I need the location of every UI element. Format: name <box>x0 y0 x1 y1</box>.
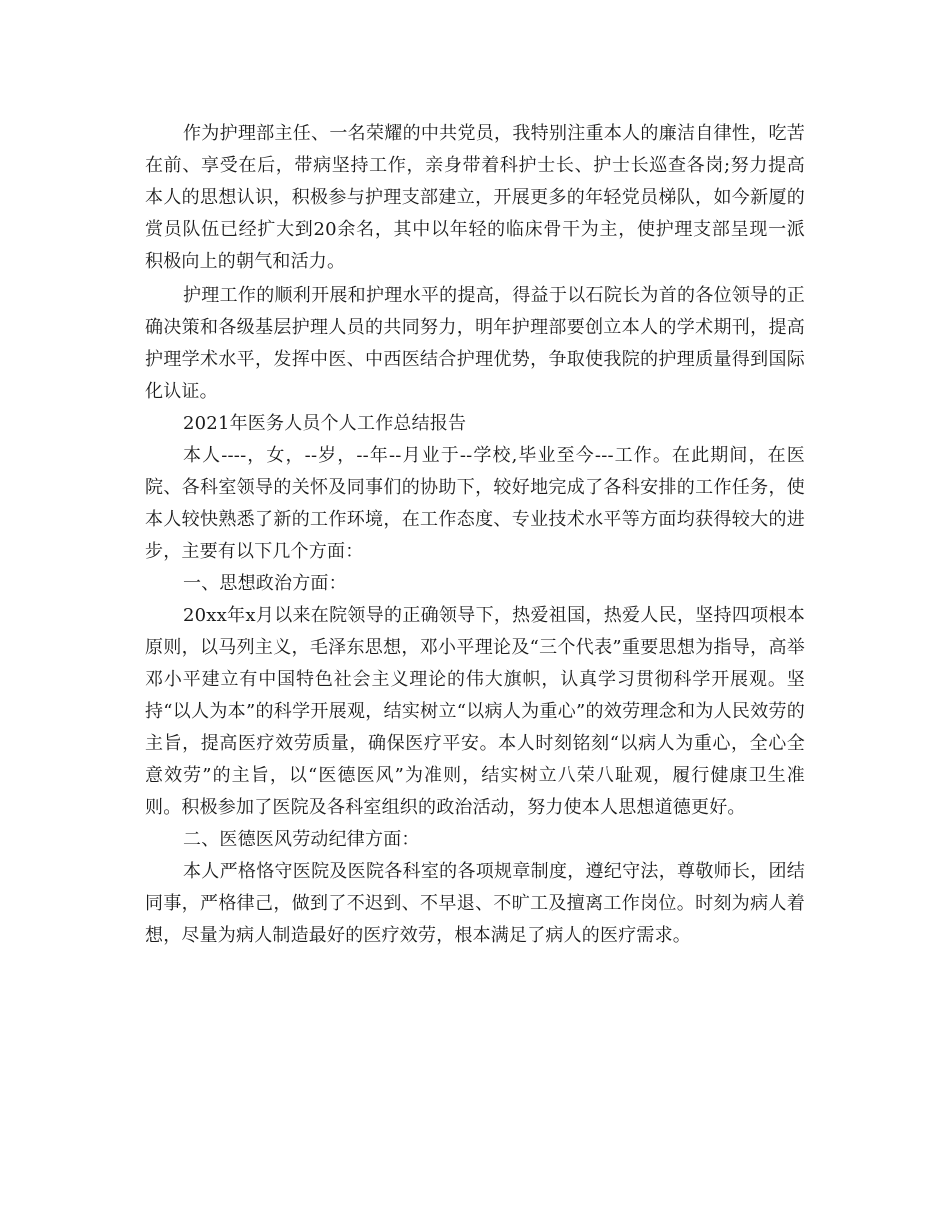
section-heading-politics: 一、思想政治方面： <box>183 573 347 594</box>
paragraph-ethics: 本人严格恪守医院及医院各科室的各项规章制度，遵纪守法，尊敬师长，团结同事，严格律己，做到了不迟到、不早退、不旷工及擅离工作岗位。时刻为病人着想，尽量为病人制造最好的医疗效劳，根本满足了病人的医疗需求。 <box>145 861 805 946</box>
document-body <box>145 118 805 952</box>
paragraph-self-intro: 本人----，女，--岁，--年--月业于--学校,毕业至今---工作。在此期间，在医院、各科室领导的关怀及同事们的协助下，较好地完成了各科安排的工作任务，使本人较快熟悉了新的工作环境，在工作态度、专业技术水平等方面均获得较大的进步，主要有以下几个方面： <box>145 445 805 562</box>
paragraph-party-member: 作为护理部主任、一名荣耀的中共党员，我特别注重本人的廉洁自律性，吃苦在前、享受在后，带病坚持工作，亲身带着科护士长、护士长巡查各岗;努力提高本人的思想认识，积极参与护理支部建立，开展更多的年轻党员梯队，如今新厦的赏员队伍已经扩大到20余名，其中以年轻的临床骨干为主，使护理支部呈现一派积极向上的朝气和活力。 <box>145 123 805 272</box>
report-title: 2021年医务人员个人工作总结报告 <box>183 413 467 434</box>
section-heading-ethics: 二、医德医风劳动纪律方面： <box>183 829 420 850</box>
paragraph-politics: 20xx年x月以来在院领导的正确领导下，热爱祖国，热爱人民，坚持四项根本原则，以马列主义，毛泽东思想，邓小平理论及“三个代表”重要思想为指导，高举邓小平建立有中国特色社会主义理论的伟大旗帜，认真学习贯彻科学开展观。坚持“以人为本”的科学开展观，结实树立“以病人为重心”的效劳理念和为人民效劳的主旨，提高医疗效劳质量，确保医疗平安。本人时刻铭刻“以病人为重心，全心全意效劳”的主旨，以“医德医风”为准则，结实树立八荣八耻观，履行健康卫生准则。积极参加了医院及各科室组织的政治活动，努力使本人思想道德更好。 <box>145 605 805 818</box>
paragraph-nursing-work: 护理工作的顺利开展和护理水平的提高，得益于以石院长为首的各位领导的正确决策和各级基层护理人员的共同努力，明年护理部要创立本人的学术期刊，提高护理学术水平，发挥中医、中西医结合护理优势，争取使我院的护理质量得到国际化认证。 <box>145 285 805 402</box>
